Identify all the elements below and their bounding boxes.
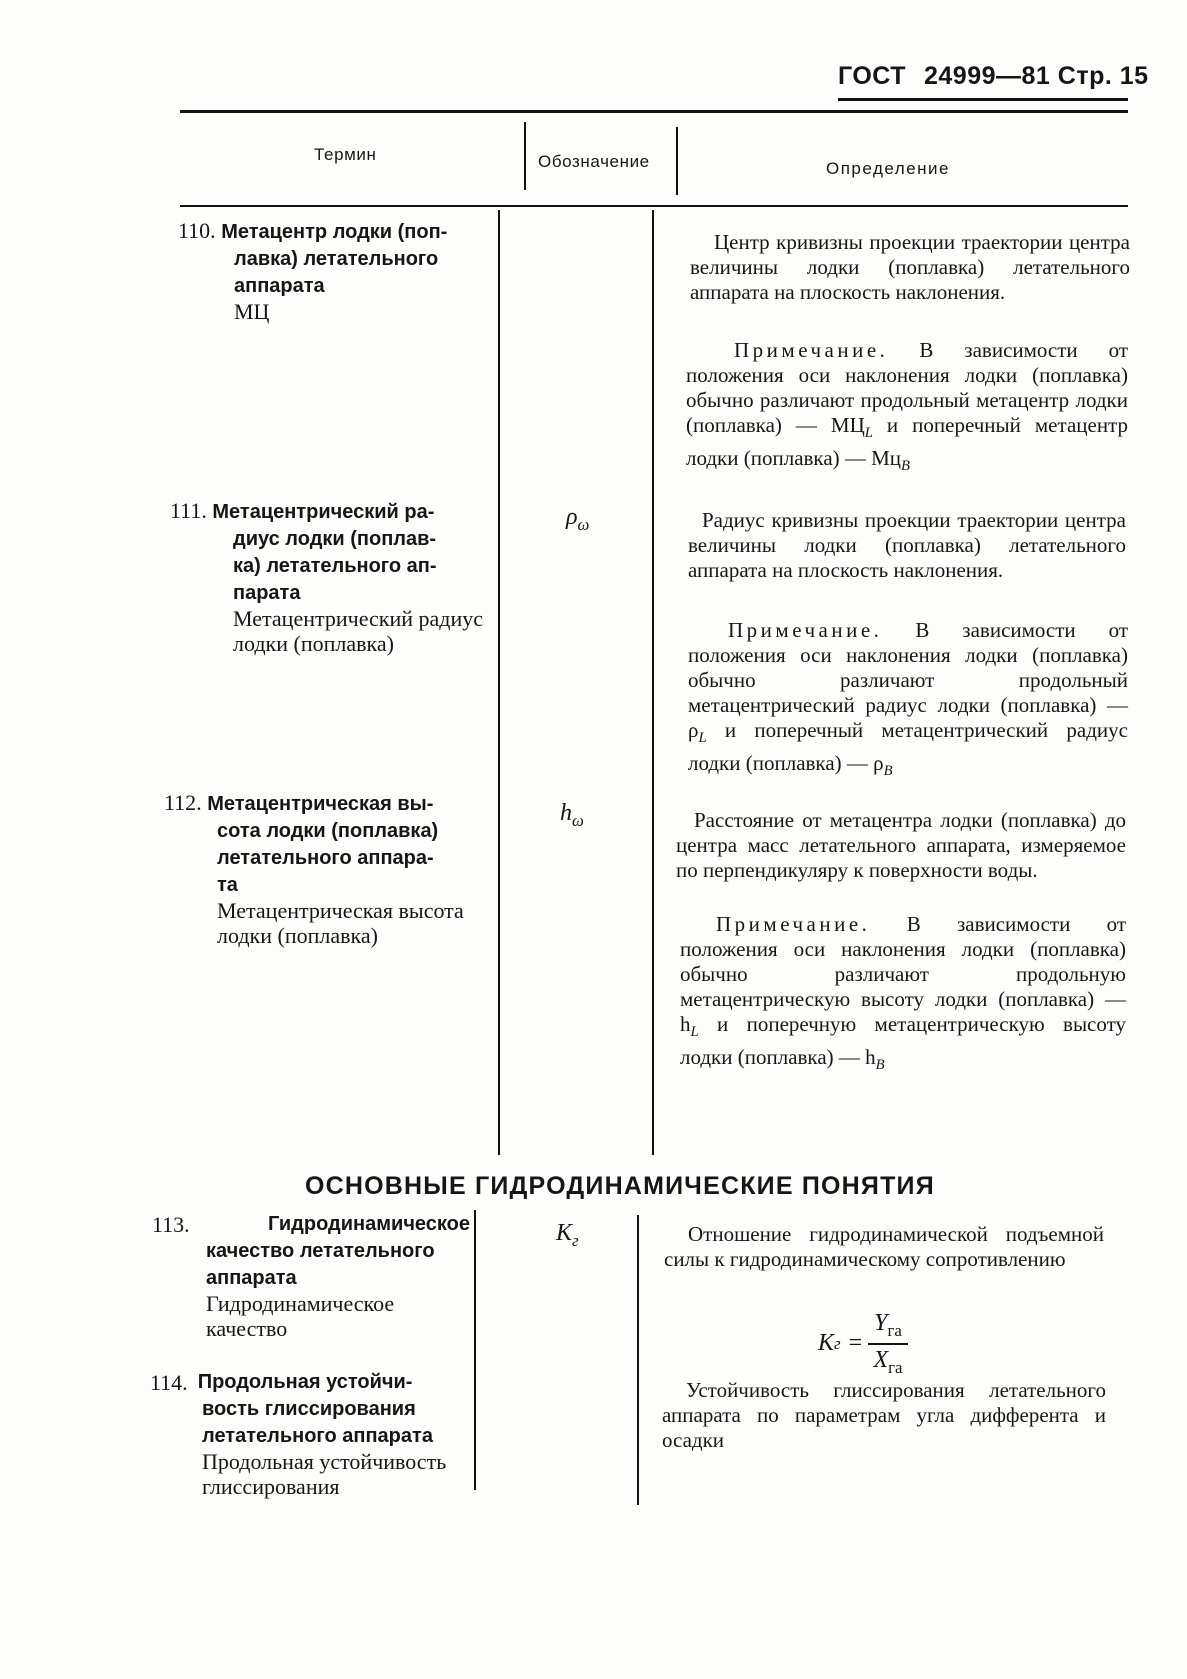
page-number: Стр. 15 <box>1057 62 1149 90</box>
symbol-sub: ω <box>577 514 590 534</box>
term-line: аппарата <box>206 1267 297 1289</box>
entry-111-note <box>688 618 1128 784</box>
entry-111-term <box>170 498 500 656</box>
note-sub-b: B <box>901 458 911 475</box>
header-underline <box>838 98 1128 101</box>
note-sub-l: L <box>698 730 707 747</box>
entry-112-symbol <box>560 800 584 831</box>
note-label: Примечание. <box>734 338 889 362</box>
entry-111-definition: Радиус кривизны проекции траектории центра величины лодки (поплавка) летательного аппарата на плоскость наклонения. <box>688 508 1126 582</box>
entry-112-definition: Расстояние от метацентра лодки (поплавка) до центра масс летательного аппарата, измеряемое по перпендикуляру к поверхности воды. <box>676 808 1126 882</box>
term-short: Метацентрическая высота лодки (поплавка) <box>217 898 464 948</box>
entry-114-definition: Устойчивость глиссирования летательного аппарата по параметрам угла дифферента и осадки <box>662 1378 1106 1452</box>
note-text: В зависимости от положения оси наклонения лодки (поплавка) обычно различают продольный метацентрический радиус лодки (поплавка) — ρ <box>688 618 1128 742</box>
term-line: ка) летательного ап- <box>233 555 437 577</box>
standard-label: ГОСТ <box>838 62 906 90</box>
term-line: Гидродинамическое <box>268 1213 470 1235</box>
entry-112-term <box>164 790 494 948</box>
term-line: Метацентрический ра- <box>212 501 435 523</box>
note-mid: и поперечный метацентрический радиус лодки (поплавка) — ρ <box>688 718 1128 776</box>
entry-number: 114. <box>150 1370 188 1395</box>
entry-110-definition: Центр кривизны проекции траектории центра величины лодки (поплавка) летательного аппарата на плоскость наклонения. <box>690 230 1130 304</box>
term-line: парата <box>233 582 301 604</box>
note-sub-l: L <box>864 425 873 442</box>
term-line: лавка) летательного <box>234 248 439 270</box>
symbol-main: h <box>560 800 572 826</box>
lower-vline-2 <box>637 1215 639 1505</box>
term-line: та <box>217 874 238 896</box>
term-line: аппарата <box>234 275 325 297</box>
symbol-main: ρ <box>566 504 578 530</box>
entry-113-definition: Отношение гидродинамической подъемной силы к гидродинамическому сопротивлению <box>664 1222 1104 1271</box>
entry-110-note <box>686 338 1128 479</box>
body-vline-2 <box>652 210 654 1155</box>
num-sub: га <box>887 1320 902 1340</box>
term-short: Продольная устойчивость глиссирования <box>202 1449 447 1499</box>
column-header-definition: Определение <box>826 159 950 178</box>
entry-number: 111. <box>170 498 207 523</box>
table-header-bottom-rule <box>180 205 1128 207</box>
formula-lhs: K <box>818 1330 835 1357</box>
entry-112-note <box>680 912 1126 1078</box>
note-text: В зависимости от положения оси наклонения лодки (поплавка) обычно различают продольный метацентр лодки (поплавка) — МЦ <box>686 338 1128 437</box>
note-label: Примечание. <box>728 618 883 642</box>
note-sub-b: B <box>883 763 893 780</box>
lower-vline-1 <box>474 1210 476 1490</box>
entry-110-term <box>178 218 508 324</box>
entry-114-term <box>150 1370 472 1499</box>
note-label: Примечание. <box>716 912 871 936</box>
entry-number: 113. <box>152 1212 190 1237</box>
term-line: вость глиссирования <box>202 1398 416 1420</box>
header-vline-1 <box>524 122 526 190</box>
term-line: Метацентрическая вы- <box>207 793 434 815</box>
den-sub: га <box>888 1357 903 1377</box>
term-line: качество летательного <box>206 1240 435 1262</box>
num-main: Y <box>874 1310 888 1336</box>
term-line: диус лодки (поплав- <box>233 528 437 550</box>
header-vline-2 <box>676 127 678 195</box>
entry-number: 110. <box>178 218 216 243</box>
note-sub-l: L <box>690 1024 699 1041</box>
entry-113-term <box>152 1212 474 1341</box>
symbol-sub: г <box>572 1230 579 1250</box>
term-line: Метацентр лодки (поп- <box>221 221 448 243</box>
body-vline-1 <box>498 210 500 1155</box>
note-mid: и поперечную метацентрическую высоту лодки (поплавка) — h <box>680 1012 1126 1070</box>
table-top-rule <box>180 110 1128 113</box>
den-main: X <box>873 1346 889 1373</box>
term-line: летательного аппара- <box>217 847 434 869</box>
term-line: сота лодки (поплавка) <box>217 820 439 842</box>
entry-113-symbol <box>556 1220 579 1251</box>
symbol-sub: ω <box>572 810 584 830</box>
note-text: В зависимости от положения оси наклонения лодки (поплавка) обычно различают продольную метацентрическую высоту лодки (поплавка) — h <box>680 912 1126 1036</box>
page-header <box>838 62 1149 91</box>
term-short: Метацентрический радиус лодки (поплавка) <box>233 606 484 656</box>
entry-113-formula <box>818 1310 908 1378</box>
symbol-main: K <box>556 1220 573 1246</box>
formula-numerator <box>868 1310 908 1345</box>
note-sub-b: B <box>875 1057 885 1074</box>
entry-number: 112. <box>164 790 202 815</box>
column-header-term: Термин <box>314 145 377 164</box>
term-short: МЦ <box>234 299 270 324</box>
formula-eq: = <box>848 1330 863 1357</box>
formula-denominator <box>873 1345 902 1378</box>
column-header-symbol: Обозначение <box>538 152 650 171</box>
term-line: Продольная устойчи- <box>197 1371 413 1393</box>
section-title: ОСНОВНЫЕ ГИДРОДИНАМИЧЕСКИЕ ПОНЯТИЯ <box>305 1172 935 1200</box>
term-short: Гидродинамическое качество <box>206 1291 395 1341</box>
term-line: летательного аппарата <box>202 1425 433 1447</box>
formula-lhs-sub: г <box>834 1333 841 1353</box>
standard-number: 24999—81 <box>924 62 1051 90</box>
note-mid: и поперечный метацентр лодки (поплавка) — Мц <box>686 413 1128 471</box>
entry-111-symbol <box>566 504 589 535</box>
formula-fraction <box>868 1310 908 1378</box>
